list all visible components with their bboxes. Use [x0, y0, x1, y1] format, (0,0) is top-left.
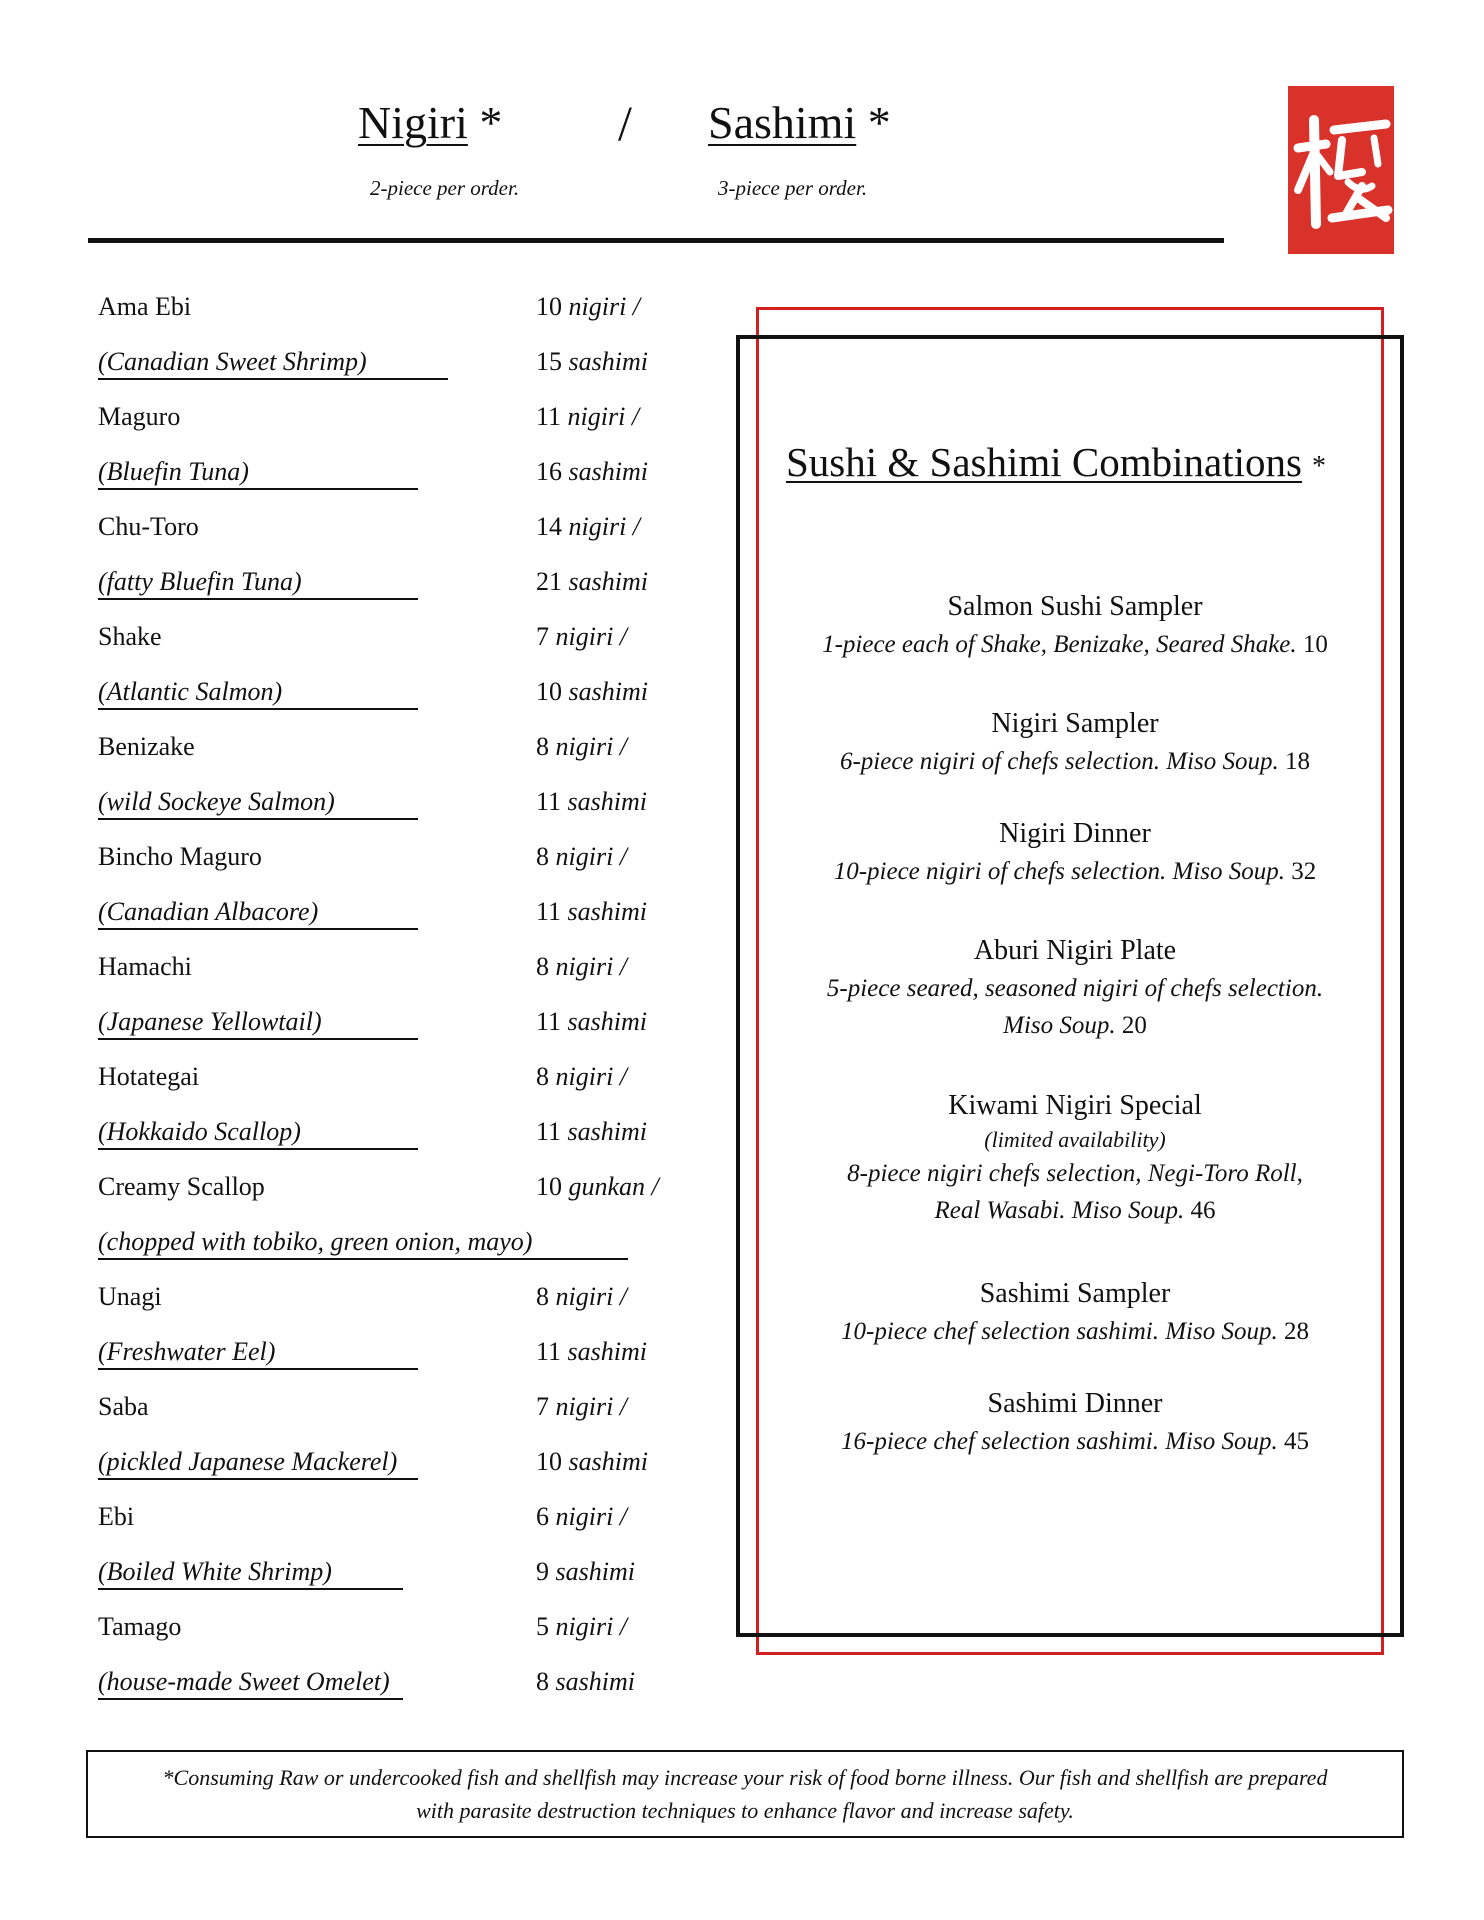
disclaimer-line-2: with parasite destruction techniques to enhance flavor and increase safety.: [416, 1798, 1074, 1823]
item-row: [98, 614, 698, 669]
item-underline: [98, 708, 418, 710]
item-name: Shake: [98, 622, 162, 651]
item-price-sashimi: 9 sashimi: [536, 1557, 635, 1586]
combo-sashimi-dinner: [780, 1385, 1370, 1460]
item-row: [98, 284, 698, 339]
nigiri-sashimi-list: [98, 284, 698, 1714]
item-underline: [98, 1258, 628, 1260]
item-desc-row: [98, 1109, 698, 1164]
item-underline: [98, 928, 418, 930]
item-price-nigiri: 7 nigiri /: [536, 622, 628, 651]
combo-name: Aburi Nigiri Plate: [973, 935, 1177, 966]
heading-slash: /: [618, 95, 632, 151]
nigiri-heading: [358, 97, 503, 148]
item-underline: [98, 818, 418, 820]
item-name: Ebi: [98, 1502, 135, 1531]
combo-desc: 10-piece nigiri of chefs selection. Miso Soup. 32: [833, 858, 1317, 885]
raw-fish-disclaimer: [86, 1750, 1404, 1838]
item-name: Chu-Toro: [98, 512, 199, 541]
item-price-nigiri: 8 nigiri /: [536, 842, 628, 871]
item-desc: (house-made Sweet Omelet): [98, 1667, 390, 1696]
item-row: [98, 1054, 698, 1109]
item-price-sashimi: 16 sashimi: [536, 457, 648, 486]
combo-nigiri-dinner: [780, 815, 1370, 890]
combo-kiwami-nigiri-special: [780, 1087, 1370, 1229]
item-name: Bincho Maguro: [98, 842, 262, 871]
combo-desc: 1-piece each of Shake, Benizake, Seared Shake. 10: [822, 631, 1328, 658]
item-desc: (Canadian Albacore): [98, 897, 319, 926]
item-price-nigiri: 5 nigiri /: [536, 1612, 628, 1641]
item-name: Hamachi: [98, 952, 192, 981]
item-desc: (Hokkaido Scallop): [98, 1117, 301, 1146]
combo-price: 10: [1302, 631, 1328, 658]
item-price-nigiri: 10 gunkan /: [536, 1172, 659, 1201]
item-row: [98, 1604, 698, 1659]
combo-aburi-nigiri-plate: [780, 932, 1370, 1044]
item-row: [98, 504, 698, 559]
item-desc-row: [98, 889, 698, 944]
item-desc-row: [98, 779, 698, 834]
item-desc: (wild Sockeye Salmon): [98, 787, 335, 816]
item-desc: (Canadian Sweet Shrimp): [98, 347, 367, 376]
item-desc: (Bluefin Tuna): [98, 457, 249, 486]
combo-desc: 5-piece seared, seasoned nigiri of chefs selection.: [826, 975, 1324, 1002]
item-underline: [98, 1038, 418, 1040]
combo-name: Salmon Sushi Sampler: [947, 591, 1203, 622]
item-name: Unagi: [98, 1282, 162, 1311]
combo-desc: 6-piece nigiri of chefs selection. Miso Soup. 18: [839, 748, 1311, 775]
item-underline: [98, 1588, 403, 1590]
item-price-nigiri: 8 nigiri /: [536, 1062, 628, 1091]
item-row: [98, 1164, 698, 1219]
item-name: Benizake: [98, 732, 195, 761]
combo-name: Nigiri Sampler: [991, 708, 1159, 739]
item-row: [98, 1384, 698, 1439]
combo-price: 18: [1285, 748, 1311, 775]
combo-desc: 8-piece nigiri chefs selection, Negi-Toro Roll,: [847, 1160, 1303, 1187]
item-underline: [98, 1698, 403, 1700]
item-desc-row: [98, 1329, 698, 1384]
item-price-sashimi: 11 sashimi: [536, 787, 648, 816]
sashimi-subtitle: 3-piece per order.: [718, 176, 868, 200]
sashimi-heading: [708, 97, 891, 148]
item-underline: [98, 488, 418, 490]
item-desc-row: [98, 1659, 698, 1714]
nigiri-subtitle: 2-piece per order.: [370, 176, 520, 200]
combo-desc-line2: Real Wasabi. Miso Soup. 46: [934, 1197, 1216, 1224]
combinations-title: [786, 438, 1326, 486]
item-name: Tamago: [98, 1612, 182, 1641]
item-price-sashimi: 11 sashimi: [536, 1117, 648, 1146]
item-desc: (chopped with tobiko, green onion, mayo): [98, 1227, 533, 1256]
item-name: Hotategai: [98, 1062, 200, 1091]
item-desc-row: [98, 1549, 698, 1604]
item-price-nigiri: 7 nigiri /: [536, 1392, 628, 1421]
item-price-nigiri: 10 nigiri /: [536, 292, 641, 321]
item-price-nigiri: 6 nigiri /: [536, 1502, 628, 1531]
combo-note: (limited availability): [984, 1127, 1166, 1152]
item-desc: (Japanese Yellowtail): [98, 1007, 322, 1036]
item-underline: [98, 1478, 418, 1480]
combo-desc-line2: Miso Soup. 20: [1003, 1012, 1147, 1039]
item-price-sashimi: 10 sashimi: [536, 1447, 648, 1476]
combo-desc: 10-piece chef selection sashimi. Miso Soup. 28: [841, 1318, 1309, 1345]
item-name: Maguro: [98, 402, 181, 431]
combo-price: 20: [1121, 1012, 1147, 1039]
item-price-sashimi: 11 sashimi: [536, 1337, 648, 1366]
combo-price: 28: [1283, 1318, 1309, 1345]
combo-name: Sashimi Sampler: [979, 1278, 1171, 1309]
item-row: [98, 394, 698, 449]
item-desc-row: [98, 339, 698, 394]
item-row: [98, 1274, 698, 1329]
item-price-nigiri: 8 nigiri /: [536, 952, 628, 981]
kanji-seal-logo: [1288, 86, 1394, 254]
item-desc-row: [98, 449, 698, 504]
item-price-sashimi: 10 sashimi: [536, 677, 648, 706]
item-desc: (Boiled White Shrimp): [98, 1557, 332, 1586]
sashimi-heading-text: Sashimi: [708, 97, 857, 148]
item-price-nigiri: 11 nigiri /: [536, 402, 640, 431]
item-price-sashimi: 11 sashimi: [536, 897, 648, 926]
item-desc-row: [98, 999, 698, 1054]
item-desc: (fatty Bluefin Tuna): [98, 567, 302, 596]
item-price-sashimi: 21 sashimi: [536, 567, 648, 596]
item-name: Saba: [98, 1392, 149, 1421]
sashimi-asterisk: *: [867, 97, 891, 148]
item-name: Ama Ebi: [98, 292, 192, 321]
nigiri-heading-text: Nigiri: [358, 97, 468, 148]
item-desc: (pickled Japanese Mackerel): [98, 1447, 398, 1476]
item-desc-row: [98, 559, 698, 614]
combo-name: Nigiri Dinner: [999, 818, 1151, 849]
item-row: [98, 724, 698, 779]
combo-price: 45: [1283, 1428, 1309, 1455]
item-underline: [98, 598, 418, 600]
item-underline: [98, 1148, 418, 1150]
item-row: [98, 1494, 698, 1549]
nigiri-asterisk: *: [479, 97, 503, 148]
item-row: [98, 944, 698, 999]
header-divider: [88, 238, 1224, 243]
disclaimer-line-1: *Consuming Raw or undercooked fish and shellfish may increase your risk of food borne illness. Our fish and shellfish are prepared: [162, 1765, 1328, 1790]
combo-name: Sashimi Dinner: [987, 1388, 1163, 1419]
item-price-nigiri: 8 nigiri /: [536, 1282, 628, 1311]
combo-name: Kiwami Nigiri Special: [948, 1090, 1202, 1121]
item-desc: (Freshwater Eel): [98, 1337, 276, 1366]
combo-price: 46: [1190, 1197, 1216, 1224]
combo-nigiri-sampler: [780, 705, 1370, 780]
item-row: [98, 834, 698, 889]
combo-desc: 16-piece chef selection sashimi. Miso Soup. 45: [841, 1428, 1309, 1455]
item-price-nigiri: 8 nigiri /: [536, 732, 628, 761]
kiwami-kanji-icon: [1288, 86, 1394, 254]
item-desc-row: [98, 1439, 698, 1494]
item-price-sashimi: 11 sashimi: [536, 1007, 648, 1036]
item-underline: [98, 378, 448, 380]
combinations-asterisk: *: [1311, 450, 1326, 482]
combo-price: 32: [1291, 858, 1317, 885]
item-price-sashimi: 15 sashimi: [536, 347, 648, 376]
combinations-title-text: Sushi & Sashimi Combinations: [786, 439, 1302, 485]
item-desc: (Atlantic Salmon): [98, 677, 283, 706]
item-price-nigiri: 14 nigiri /: [536, 512, 641, 541]
item-underline: [98, 1368, 418, 1370]
item-desc-row: [98, 1219, 698, 1274]
item-name: Creamy Scallop: [98, 1172, 265, 1201]
combo-salmon-sushi-sampler: [780, 588, 1370, 663]
item-price-sashimi: 8 sashimi: [536, 1667, 635, 1696]
item-desc-row: [98, 669, 698, 724]
combo-sashimi-sampler: [780, 1275, 1370, 1350]
